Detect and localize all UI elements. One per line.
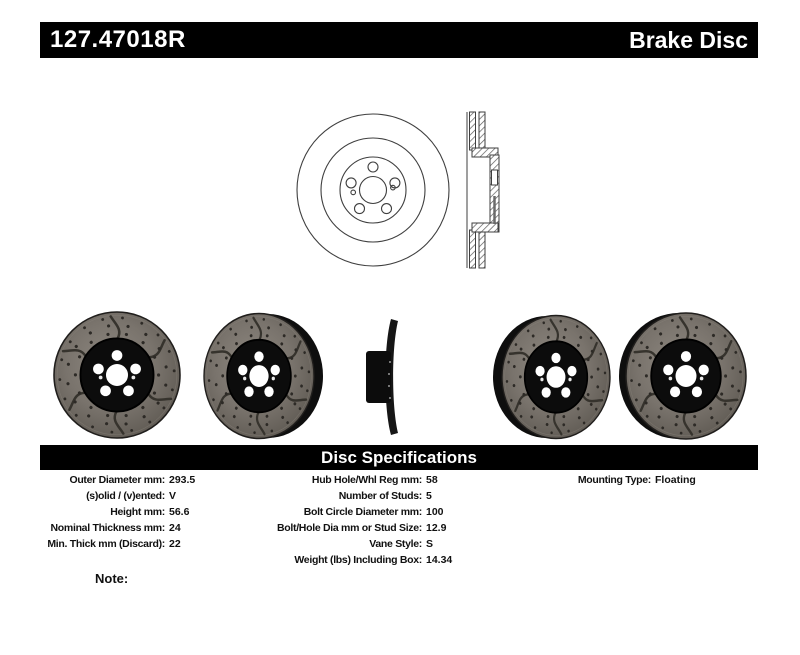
spec-label: Bolt/Hole Dia mm or Stud Size: [276, 522, 422, 534]
spec-value: Floating [655, 474, 696, 486]
spec-row-height [30, 504, 195, 520]
photo-rotor-angled-right [493, 316, 610, 439]
spec-row-hub-hole [272, 472, 452, 488]
photo-rotor-front [54, 312, 180, 438]
spec-column-right [533, 472, 696, 488]
spec-label: Mounting Type: [577, 474, 651, 486]
spec-value: 14.34 [426, 554, 453, 566]
spec-label: Hub Hole/Whl Reg mm: [311, 474, 422, 486]
spec-row-weight [272, 552, 452, 568]
spec-value: 100 [426, 506, 444, 518]
spec-value: 5 [426, 490, 432, 502]
spec-value: 58 [426, 474, 438, 486]
spec-row-solid-vented [30, 488, 195, 504]
spec-value: 293.5 [169, 474, 196, 486]
spec-label: Nominal Thickness mm: [50, 522, 165, 534]
header-bar [40, 22, 758, 58]
drawing-front-view [297, 114, 449, 266]
spec-section-title: Disc Specifications [321, 447, 477, 467]
spec-row-bolt-hole-dia [272, 520, 452, 536]
spec-label: Min. Thick mm (Discard): [47, 538, 165, 550]
note-label: Note: [95, 571, 129, 586]
spec-section-header [40, 445, 758, 470]
photo-rotor-front-angled [619, 313, 746, 439]
spec-value: S [426, 538, 434, 550]
spec-row-outer-diameter [30, 472, 195, 488]
spec-label: Outer Diameter mm: [69, 474, 165, 486]
spec-row-nominal-thickness [30, 520, 195, 536]
product-type-title: Brake Disc [629, 26, 748, 53]
technical-drawing [275, 95, 525, 285]
spec-value: 56.6 [169, 506, 190, 518]
spec-row-mounting-type [533, 472, 696, 488]
spec-label: Bolt Circle Diameter mm: [303, 506, 422, 518]
spec-value: V [169, 490, 177, 502]
spec-label: Height mm: [110, 506, 165, 518]
drawing-cross-section [467, 112, 499, 268]
spec-row-number-of-studs [272, 488, 452, 504]
spec-column-left [30, 472, 195, 552]
spec-row-vane-style [272, 536, 452, 552]
spec-label: Number of Studs: [338, 490, 422, 502]
spec-column-middle [272, 472, 452, 568]
spec-value: 22 [169, 538, 181, 550]
product-photos [0, 300, 800, 450]
spec-label: (s)olid / (v)ented: [86, 490, 165, 502]
spec-value: 12.9 [426, 522, 447, 534]
spec-label: Weight (lbs) Including Box: [294, 554, 422, 566]
spec-label: Vane Style: [369, 538, 422, 550]
spec-row-bolt-circle [272, 504, 452, 520]
part-number: 127.47018R [50, 26, 186, 53]
photo-rotor-edge-view [366, 319, 398, 435]
spec-value: 24 [169, 522, 181, 534]
photo-rotor-angled-left [204, 314, 323, 439]
spec-row-min-thickness [30, 536, 195, 552]
